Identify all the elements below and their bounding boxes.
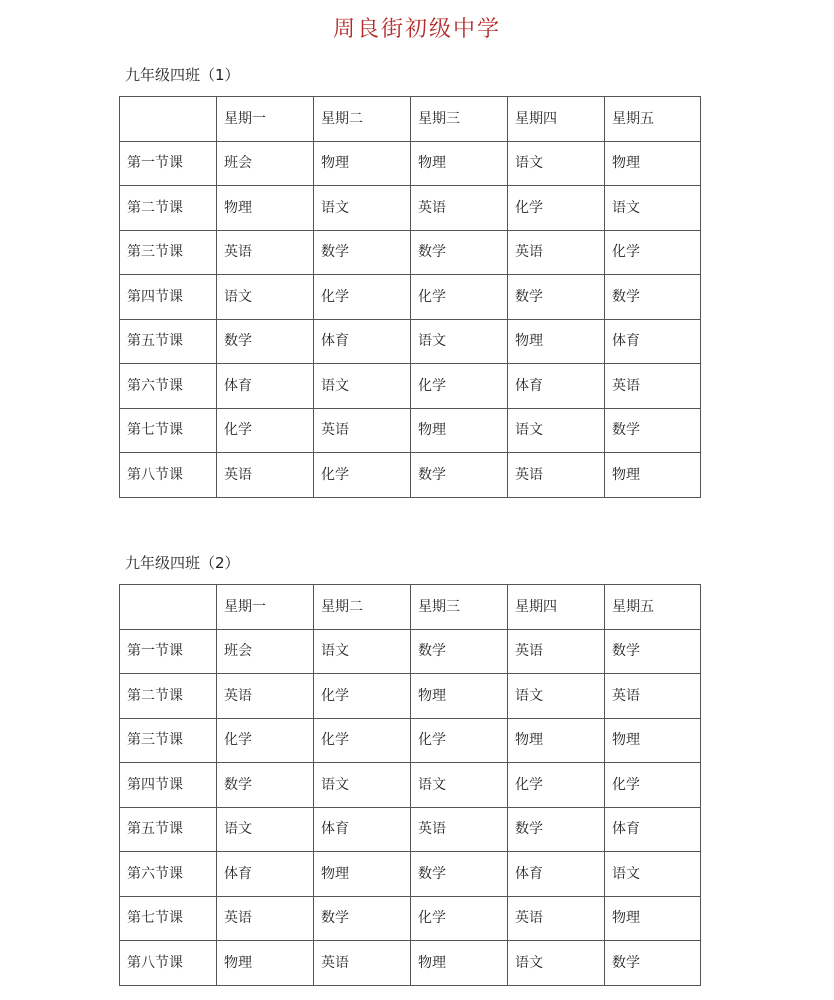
subject-cell: 物理: [605, 453, 701, 498]
subject-cell: 语文: [314, 763, 411, 808]
subject-cell: 英语: [411, 186, 508, 231]
subject-cell: 英语: [411, 807, 508, 852]
subject-cell: 数学: [411, 453, 508, 498]
period-label: 第三节课: [120, 718, 217, 763]
table-row: [120, 763, 701, 808]
period-label: 第八节课: [120, 453, 217, 498]
subject-cell: 物理: [508, 319, 605, 364]
subject-cell: 数学: [314, 230, 411, 275]
subject-cell: 化学: [314, 453, 411, 498]
subject-cell: 班会: [217, 629, 314, 674]
table-row: [120, 941, 701, 986]
subject-cell: 物理: [508, 718, 605, 763]
table-row: [120, 230, 701, 275]
subject-cell: 英语: [217, 674, 314, 719]
period-label: 第二节课: [120, 674, 217, 719]
table-row: [120, 141, 701, 186]
subject-cell: 体育: [314, 807, 411, 852]
class-title: 九年级四班（1）: [125, 66, 240, 84]
table-row: [120, 807, 701, 852]
subject-cell: 数学: [605, 941, 701, 986]
subject-cell: 物理: [314, 141, 411, 186]
subject-cell: 语文: [411, 763, 508, 808]
subject-cell: 化学: [314, 674, 411, 719]
period-label: 第七节课: [120, 896, 217, 941]
subject-cell: 物理: [411, 941, 508, 986]
table-row: [120, 453, 701, 498]
subject-cell: 化学: [508, 763, 605, 808]
timetable: [119, 96, 701, 498]
day-header: 星期五: [605, 585, 701, 630]
subject-cell: 数学: [217, 763, 314, 808]
period-label: 第五节课: [120, 319, 217, 364]
subject-cell: 化学: [411, 896, 508, 941]
day-header: 星期三: [411, 585, 508, 630]
table-row: [120, 319, 701, 364]
corner-cell: [120, 97, 217, 142]
class-title: 九年级四班（2）: [125, 554, 240, 572]
day-header: 星期二: [314, 97, 411, 142]
subject-cell: 数学: [217, 319, 314, 364]
subject-cell: 英语: [217, 896, 314, 941]
school-title: 周良街初级中学: [332, 17, 501, 42]
subject-cell: 语文: [605, 852, 701, 897]
day-header: 星期二: [314, 585, 411, 630]
subject-cell: 英语: [314, 408, 411, 453]
subject-cell: 英语: [217, 453, 314, 498]
subject-cell: 化学: [605, 763, 701, 808]
subject-cell: 英语: [508, 629, 605, 674]
subject-cell: 体育: [217, 364, 314, 409]
subject-cell: 英语: [314, 941, 411, 986]
subject-cell: 语文: [508, 408, 605, 453]
subject-cell: 物理: [217, 186, 314, 231]
period-label: 第一节课: [120, 141, 217, 186]
table-row: [120, 408, 701, 453]
subject-cell: 语文: [217, 807, 314, 852]
period-label: 第四节课: [120, 763, 217, 808]
subject-cell: 语文: [508, 941, 605, 986]
subject-cell: 物理: [314, 852, 411, 897]
subject-cell: 体育: [508, 364, 605, 409]
subject-cell: 物理: [605, 718, 701, 763]
subject-cell: 语文: [605, 186, 701, 231]
subject-cell: 化学: [217, 718, 314, 763]
day-header: 星期三: [411, 97, 508, 142]
subject-cell: 体育: [314, 319, 411, 364]
subject-cell: 语文: [314, 629, 411, 674]
period-label: 第六节课: [120, 364, 217, 409]
table-row: [120, 275, 701, 320]
subject-cell: 数学: [508, 275, 605, 320]
day-header: 星期四: [508, 585, 605, 630]
period-label: 第八节课: [120, 941, 217, 986]
subject-cell: 英语: [508, 453, 605, 498]
subject-cell: 数学: [411, 629, 508, 674]
subject-cell: 物理: [411, 674, 508, 719]
subject-cell: 数学: [605, 408, 701, 453]
subject-cell: 英语: [605, 674, 701, 719]
period-label: 第二节课: [120, 186, 217, 231]
subject-cell: 化学: [411, 364, 508, 409]
subject-cell: 语文: [314, 186, 411, 231]
subject-cell: 语文: [508, 674, 605, 719]
subject-cell: 数学: [411, 230, 508, 275]
subject-cell: 数学: [411, 852, 508, 897]
table-row: [120, 629, 701, 674]
subject-cell: 物理: [411, 408, 508, 453]
subject-cell: 语文: [314, 364, 411, 409]
subject-cell: 班会: [217, 141, 314, 186]
subject-cell: 物理: [605, 141, 701, 186]
timetable: [119, 584, 701, 986]
subject-cell: 物理: [411, 141, 508, 186]
subject-cell: 化学: [411, 718, 508, 763]
subject-cell: 体育: [605, 807, 701, 852]
subject-cell: 体育: [508, 852, 605, 897]
period-label: 第六节课: [120, 852, 217, 897]
period-label: 第七节课: [120, 408, 217, 453]
table-row: [120, 896, 701, 941]
day-header: 星期一: [217, 97, 314, 142]
subject-cell: 化学: [314, 275, 411, 320]
subject-cell: 英语: [605, 364, 701, 409]
period-label: 第一节课: [120, 629, 217, 674]
table-row: [120, 674, 701, 719]
table-row: [120, 186, 701, 231]
subject-cell: 英语: [217, 230, 314, 275]
table-row: [120, 718, 701, 763]
subject-cell: 化学: [314, 718, 411, 763]
header-row: [120, 585, 701, 630]
period-label: 第四节课: [120, 275, 217, 320]
subject-cell: 物理: [217, 941, 314, 986]
subject-cell: 体育: [605, 319, 701, 364]
subject-cell: 英语: [508, 896, 605, 941]
table-row: [120, 852, 701, 897]
subject-cell: 语文: [217, 275, 314, 320]
day-header: 星期五: [605, 97, 701, 142]
period-label: 第三节课: [120, 230, 217, 275]
subject-cell: 英语: [508, 230, 605, 275]
corner-cell: [120, 585, 217, 630]
subject-cell: 数学: [605, 275, 701, 320]
subject-cell: 语文: [411, 319, 508, 364]
day-header: 星期四: [508, 97, 605, 142]
subject-cell: 数学: [508, 807, 605, 852]
subject-cell: 数学: [605, 629, 701, 674]
subject-cell: 化学: [217, 408, 314, 453]
period-label: 第五节课: [120, 807, 217, 852]
subject-cell: 体育: [217, 852, 314, 897]
subject-cell: 物理: [605, 896, 701, 941]
table-row: [120, 364, 701, 409]
subject-cell: 语文: [508, 141, 605, 186]
subject-cell: 化学: [508, 186, 605, 231]
subject-cell: 数学: [314, 896, 411, 941]
day-header: 星期一: [217, 585, 314, 630]
header-row: [120, 97, 701, 142]
subject-cell: 化学: [605, 230, 701, 275]
subject-cell: 化学: [411, 275, 508, 320]
